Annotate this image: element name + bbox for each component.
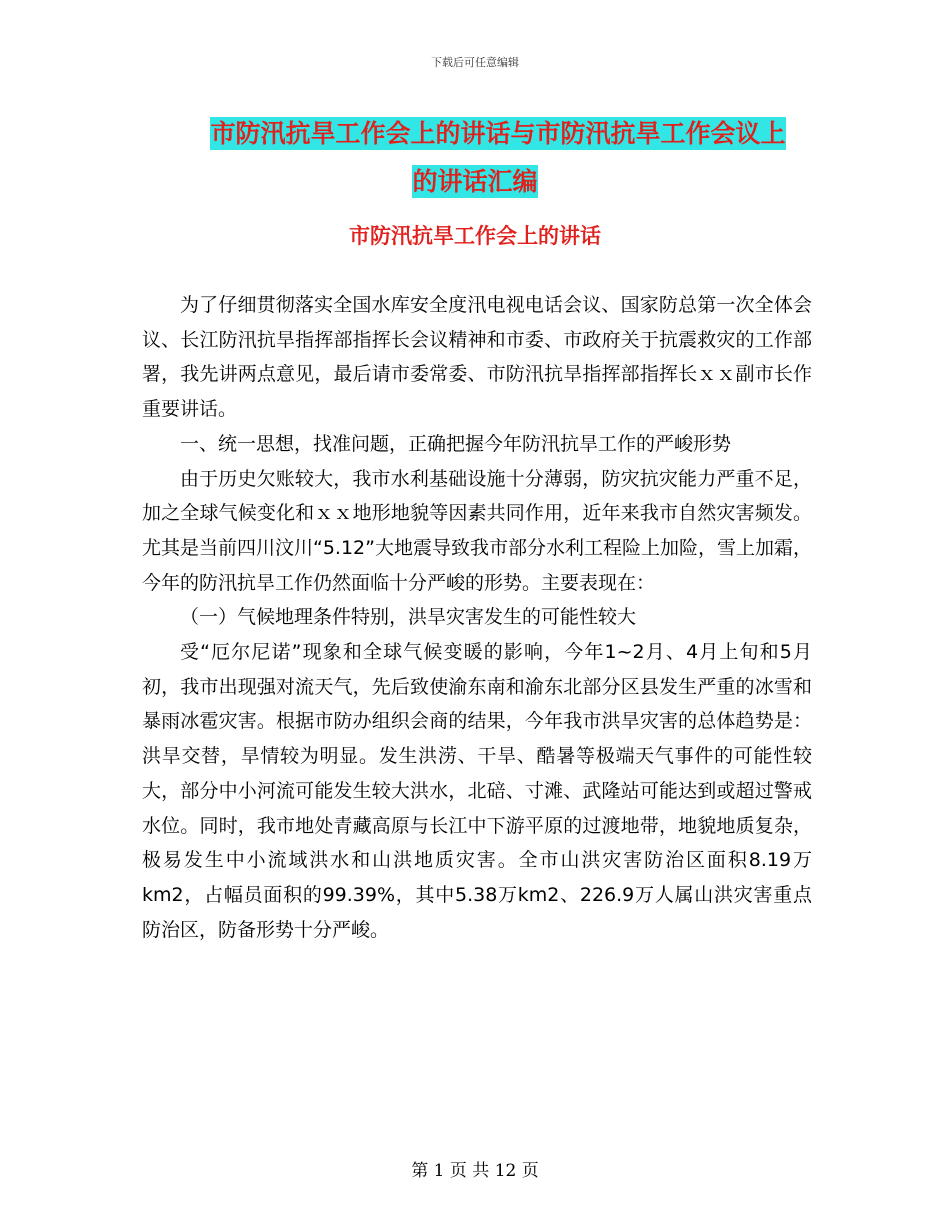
paragraph: 受“厄尔尼诺”现象和全球气候变暖的影响，今年1~2月、4月上旬和5月初，我市出现强对流天气，先后致使渝东南和渝东北部分区县发生严重的冰雪和暴雨冰雹灾害。根据市防办组织会商的结果，今年我市洪旱灾害的总体趋势是：洪旱交替，旱情较为明显。发生洪涝、干旱、酷暑等极端天气事件的可能性较大，部分中小河流可能发生较大洪水，北碚、寸滩、武隆站可能达到或超过警戒水位。同时，我市地处青藏高原与长江中下游平原的过渡地带，地貌地质复杂，极易发生中小流域洪水和山洪地质灾害。全市山洪灾害防治区面积8.19万km2，占幅员面积的99.39%，其中5.38万km2、226.9万人属山洪灾害重点防治区，防备形势十分严峻。 xyxy=(142,641,812,941)
paragraph: （一）气候地理条件特别，洪旱灾害发生的可能性较大 xyxy=(180,606,637,629)
body-text xyxy=(142,288,812,947)
document-title xyxy=(0,110,950,206)
document-title-line2: 的讲话汇编 xyxy=(412,167,538,196)
document-title-line1: 市防汛抗旱工作会上的讲话与市防汛抗旱工作会议上 xyxy=(210,119,786,148)
page-footer: 第 1 页 共 12 页 xyxy=(411,1161,539,1181)
paragraph: 一、统一思想，找准问题，正确把握今年防汛抗旱工作的严峻形势 xyxy=(180,432,732,455)
paragraph: 为了仔细贯彻落实全国水库安全度汛电视电话会议、国家防总第一次全体会议、长江防汛抗旱指挥部指挥长会议精神和市委、市政府关于抗震救灾的工作部署，我先讲两点意见，最后请市委常委、市防汛抗旱指挥部指挥长ｘｘ副市长作重要讲话。 xyxy=(142,294,812,421)
header-note: 下载后可任意编辑 xyxy=(431,56,519,69)
section-title: 市防汛抗旱工作会上的讲话 xyxy=(349,224,601,248)
paragraph: 由于历史欠账较大，我市水利基础设施十分薄弱，防灾抗灾能力严重不足，加之全球气候变化和ｘｘ地形地貌等因素共同作用，近年来我市自然灾害频发。尤其是当前四川汶川“5.12”大地震导致我市部分水利工程险上加险，雪上加霜，今年的防汛抗旱工作仍然面临十分严峻的形势。主要表现在： xyxy=(142,467,812,594)
